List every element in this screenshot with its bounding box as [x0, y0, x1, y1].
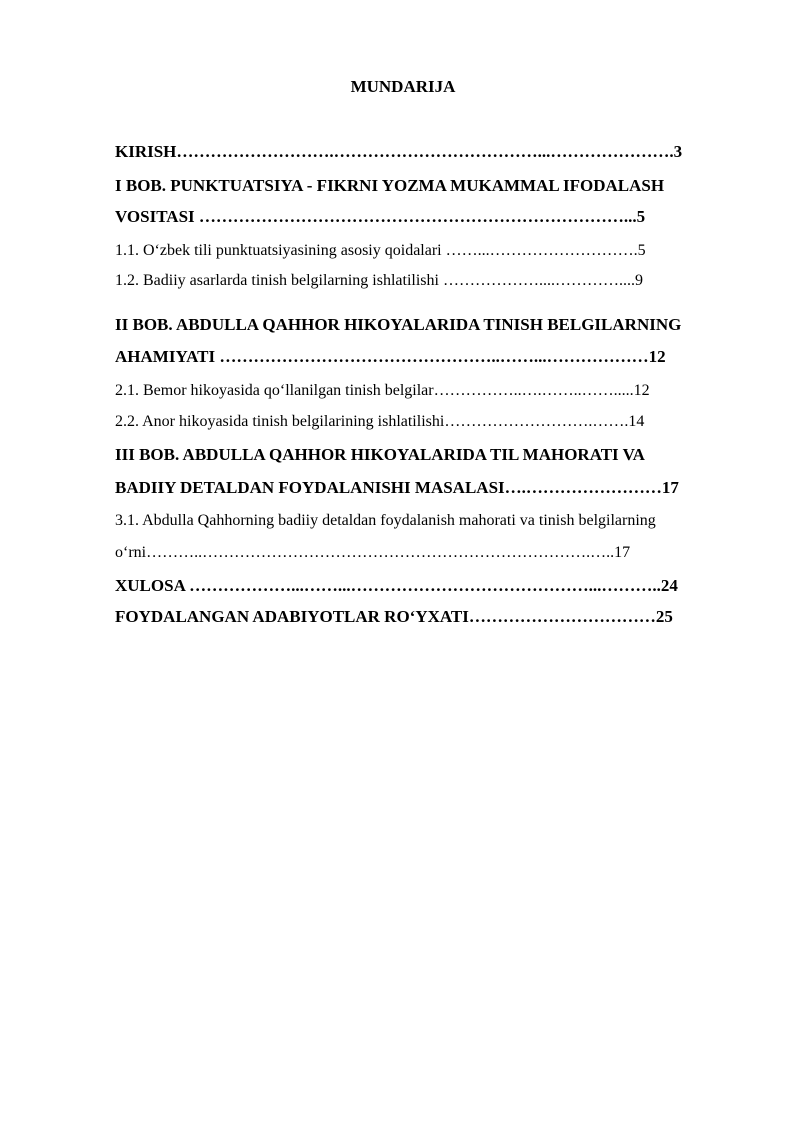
toc-entry-section-1-1: 1.1. O‘zbek tili punktuatsiyasining asosiy qoidalari ……...……………………….5 — [115, 242, 646, 259]
toc-title: MUNDARIJA — [350, 77, 456, 96]
toc-entry-references: FOYDALANGAN ADABIYOTLAR RO‘YXATI……………………………25 — [115, 607, 673, 626]
toc-entry-kirish: KIRISH……………………….………………………………...………………….3 — [115, 142, 683, 161]
toc-entry-chapter-2-line-1: II BOB. ABDULLA QAHHOR HIKOYALARIDA TINISH BELGILARNING — [115, 315, 682, 334]
toc-entry-section-2-1: 2.1. Bemor hikoyasida qo‘llanilgan tinish belgilar……………..….……..…….....12 — [115, 382, 650, 399]
toc-entry-section-3-1-line-2: o‘rni………..……………………………………………………………….…..17 — [115, 544, 631, 561]
toc-entry-chapter-3-line-2: BADIIY DETALDAN FOYDALANISHI MASALASI….……………………17 — [115, 478, 679, 497]
toc-entry-chapter-1-line-1: I BOB. PUNKTUATSIYA - FIKRNI YOZMA MUKAMMAL IFODALASH — [115, 176, 665, 195]
toc-entry-section-2-2: 2.2. Anor hikoyasida tinish belgilarining ishlatilishi……………………….…….14 — [115, 413, 645, 430]
toc-entry-xulosa: XULOSA ………………...……...……………………………………...………..24 — [115, 576, 678, 595]
toc-entry-chapter-2-line-2: AHAMIYATI …………………………………………..……...………………12 — [115, 347, 666, 366]
toc-entry-chapter-3-line-1: III BOB. ABDULLA QAHHOR HIKOYALARIDA TIL MAHORATI VA — [115, 445, 645, 464]
toc-entry-section-1-2: 1.2. Badiiy asarlarda tinish belgilarning ishlatilishi ………………....…………....9 — [115, 272, 643, 289]
toc-entry-section-3-1-line-1: 3.1. Abdulla Qahhorning badiiy detaldan foydalanish mahorati va tinish belgilarning — [115, 512, 656, 529]
toc-entry-chapter-1-line-2: VOSITASI …………………………………………………………………...5 — [115, 207, 646, 226]
